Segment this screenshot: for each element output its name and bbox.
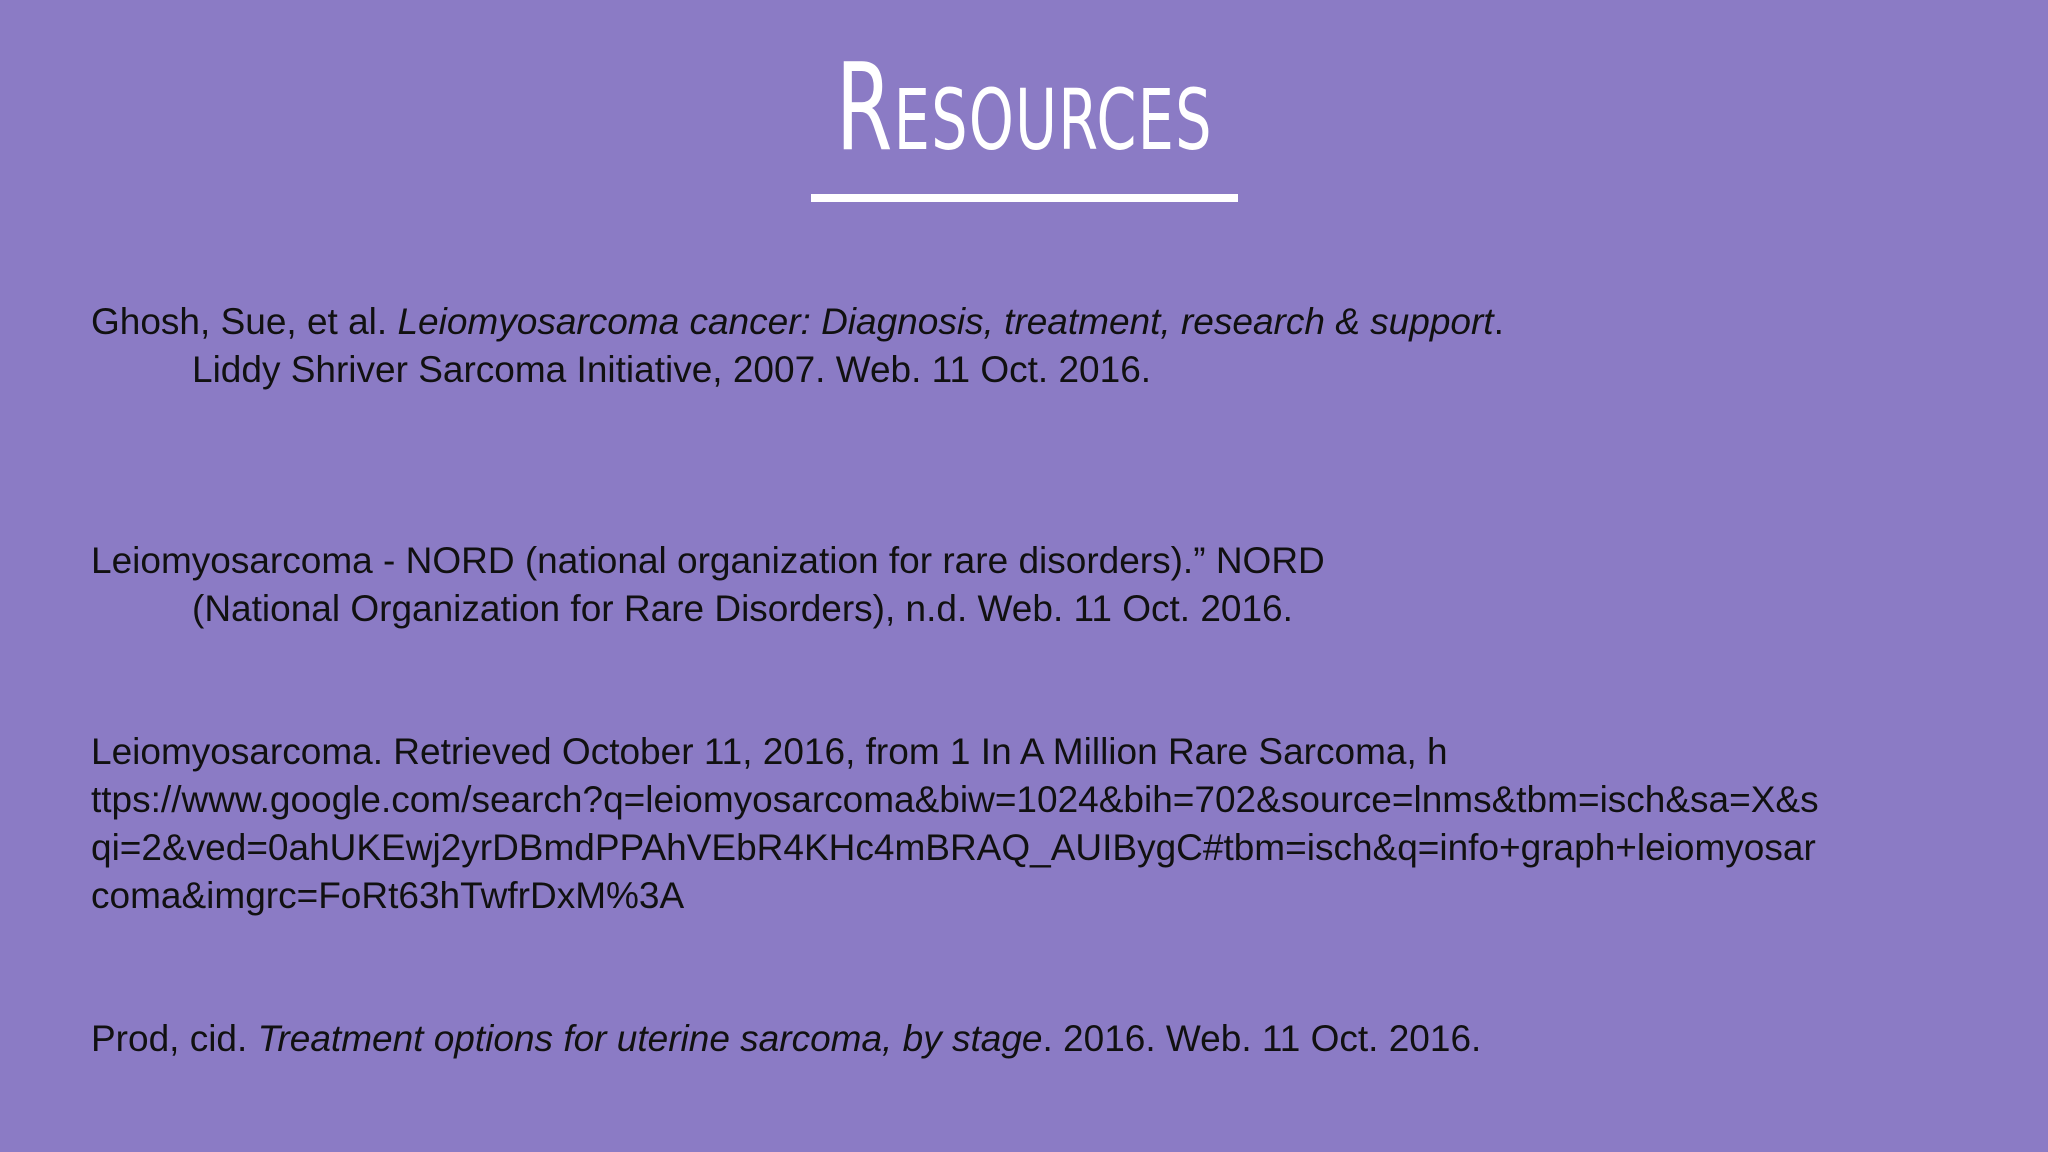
reference-author: Ghosh, Sue, et al. bbox=[91, 301, 398, 342]
reference-title-italic: Treatment options for uterine sarcoma, by stage bbox=[257, 1018, 1043, 1059]
reference-url-line: qi=2&ved=0ahUKEwj2yrDBmdPPAhVEbR4KHc4mBRAQ_AUIBygC#tbm=isch&q=info+graph+leiomyosar bbox=[91, 827, 1816, 868]
reference-publication: . 2016. Web. 11 Oct. 2016. bbox=[1042, 1018, 1482, 1059]
reference-line bbox=[91, 298, 1971, 346]
reference-line: Leiomyosarcoma. Retrieved October 11, 2016, from 1 In A Million Rare Sarcoma, h bbox=[91, 731, 1448, 772]
reference-prod bbox=[91, 1015, 1971, 1063]
reference-author: Prod, cid. bbox=[91, 1018, 258, 1059]
reference-punctuation: . bbox=[1493, 301, 1504, 342]
reference-url-line: coma&imgrc=FoRt63hTwfrDxM%3A bbox=[91, 875, 685, 916]
reference-line: Leiomyosarcoma - NORD (national organization for rare disorders).” NORD bbox=[91, 540, 1325, 581]
reference-nord bbox=[91, 537, 1971, 633]
reference-line-indented: (National Organization for Rare Disorders), n.d. Web. 11 Oct. 2016. bbox=[192, 588, 1293, 629]
reference-ghosh bbox=[91, 298, 1971, 394]
reference-title-italic: Leiomyosarcoma cancer: Diagnosis, treatment, research & support bbox=[397, 301, 1494, 342]
reference-line bbox=[91, 1015, 1971, 1063]
reference-url-line: ttps://www.google.com/search?q=leiomyosarcoma&biw=1024&bih=702&source=lnms&tbm=isch&sa=X&s bbox=[91, 779, 1819, 820]
slide-title: Resources bbox=[835, 39, 1213, 178]
reference-line-indented: Liddy Shriver Sarcoma Initiative, 2007. Web. 11 Oct. 2016. bbox=[192, 349, 1152, 390]
reference-google-link bbox=[91, 728, 1971, 920]
title-container bbox=[0, 34, 2048, 184]
title-underline bbox=[811, 194, 1238, 202]
